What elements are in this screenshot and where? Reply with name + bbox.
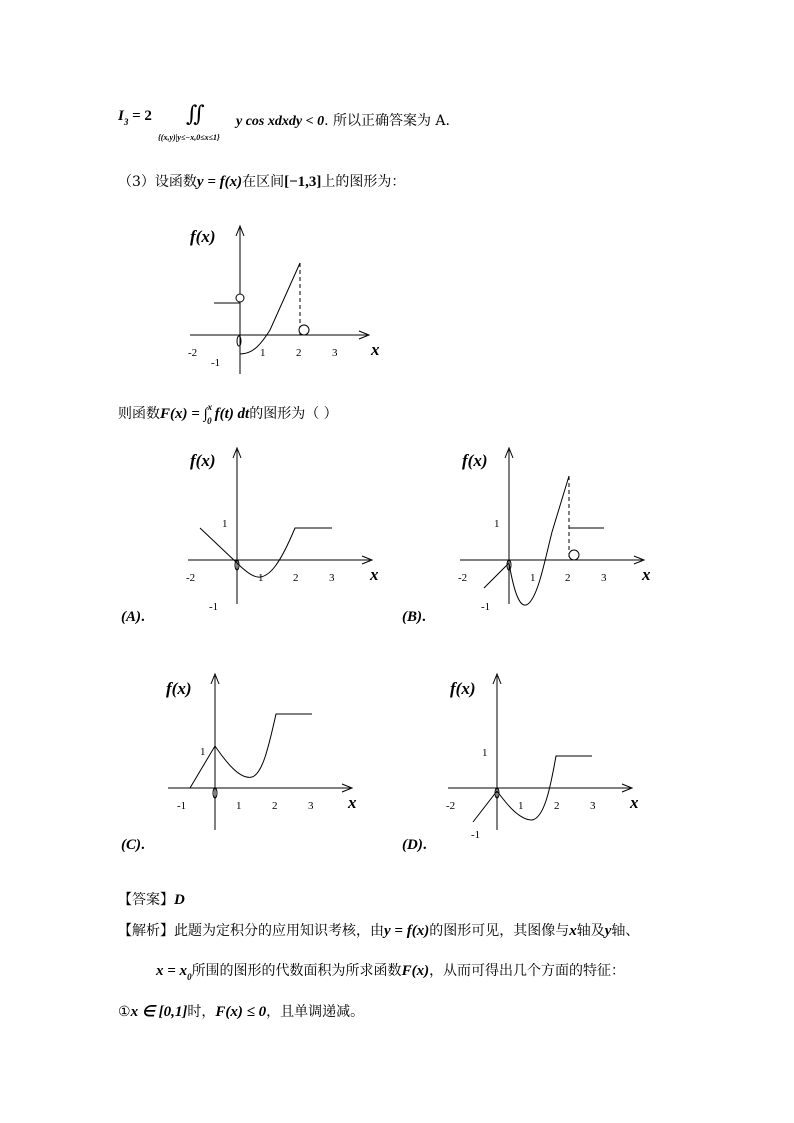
svg-text:1: 1 — [530, 572, 536, 584]
question-3b — [118, 402, 338, 426]
svg-text:-1: -1 — [177, 800, 187, 812]
main-ylabel: f(x) — [190, 227, 216, 246]
main-open-circle-x — [299, 325, 309, 335]
svg-text:-1: -1 — [209, 601, 219, 613]
q3b-lower-limit: 0 — [207, 416, 212, 426]
analysis-item-1: ①x ∈ [0,1]时，F(x) ≤ 0，且单调递减。 — [118, 1004, 365, 1020]
option-b-label: (B). — [402, 609, 426, 625]
i3-subscript: 3 — [123, 117, 129, 127]
svg-text:x: x — [370, 565, 379, 584]
q3b-suffix: 的图形为（ ） — [249, 406, 338, 422]
question-3 — [118, 171, 405, 191]
graph-d — [440, 670, 650, 840]
svg-text:-1: -1 — [471, 829, 481, 841]
graph-c-curve — [190, 714, 312, 788]
svg-text:f(x): f(x) — [462, 451, 488, 470]
q3-interval: [−1,3] — [284, 174, 322, 190]
q3b-upper-limit: x — [207, 402, 213, 412]
answer-value: D — [174, 892, 185, 908]
svg-text:2: 2 — [272, 800, 278, 812]
graph-d-curve — [473, 756, 592, 822]
q3-mid: 在区间 — [242, 174, 285, 190]
main-tick-3: 3 — [332, 347, 338, 359]
integrand: y cos xdxdy < 0 — [236, 114, 325, 129]
top-equation — [118, 108, 152, 125]
answer-line — [118, 889, 185, 909]
integrand-line — [236, 110, 450, 130]
svg-text:3: 3 — [308, 800, 314, 812]
i3-symbol: I — [118, 108, 124, 124]
q3b-prefix: 则函数 — [118, 406, 160, 422]
integration-region: {(x,y)|y≤−x,0≤x≤1} — [158, 133, 220, 142]
svg-text:1: 1 — [482, 747, 488, 759]
answer-label: 【答案】 — [118, 892, 174, 908]
svg-text:1: 1 — [222, 518, 228, 530]
svg-text:-2: -2 — [186, 572, 196, 584]
svg-text:1: 1 — [200, 746, 206, 758]
svg-text:3: 3 — [590, 800, 596, 812]
svg-text:f(x): f(x) — [190, 451, 216, 470]
graph-b-curve — [484, 476, 569, 605]
option-d-label: (D). — [402, 837, 427, 853]
svg-text:2: 2 — [554, 800, 560, 812]
main-tick-2: 2 — [296, 347, 302, 359]
q3b-function: F(x) = ∫ — [160, 406, 208, 422]
svg-text:f(x): f(x) — [166, 679, 192, 698]
equals-two: = 2 — [128, 108, 152, 124]
svg-text:x: x — [348, 793, 357, 812]
main-graph — [180, 222, 390, 382]
double-integral-symbol: ∬ — [186, 102, 205, 127]
svg-text:1: 1 — [518, 800, 524, 812]
svg-text:2: 2 — [565, 572, 571, 584]
analysis-line-1: 【解析】此题为定积分的应用知识考核，由y = f(x)的图形可见，其图像与x轴及y轴、 — [118, 923, 640, 939]
main-open-circle-y — [236, 294, 244, 302]
graph-b — [452, 444, 662, 614]
q3-suffix: 上的图形为： — [321, 174, 406, 190]
option-c-label: (C). — [121, 837, 145, 853]
analysis-line-2: $x = x_0$所围的图形的代数面积为所求函数F(x)，从而可得出几个方面的特征： — [156, 963, 626, 982]
main-tick-neg1: -1 — [211, 357, 221, 369]
analysis-func: y = f(x) — [384, 923, 430, 939]
svg-text:1: 1 — [236, 800, 242, 812]
svg-text:x: x — [630, 793, 639, 812]
svg-text:-2: -2 — [458, 572, 468, 584]
graph-a-curve — [200, 528, 332, 577]
svg-text:-1: -1 — [481, 601, 491, 613]
q3-prefix: （3）设函数 — [118, 174, 197, 190]
svg-text:-2: -2 — [446, 800, 456, 812]
graph-c — [160, 670, 370, 840]
main-xlabel: x — [371, 340, 380, 359]
svg-text:f(x): f(x) — [450, 679, 476, 698]
svg-text:3: 3 — [601, 572, 607, 584]
svg-text:1: 1 — [494, 518, 500, 530]
analysis-label: 【解析】 — [118, 923, 174, 939]
graph-a — [180, 444, 390, 614]
main-tick-neg2: -2 — [188, 347, 198, 359]
main-curve — [240, 263, 300, 354]
option-a-label: (A). — [121, 609, 145, 625]
conclusion-text: . 所以正确答案为 A. — [324, 113, 450, 129]
q3-function: y = f(x) — [196, 174, 243, 190]
svg-text:3: 3 — [329, 572, 335, 584]
svg-text:1: 1 — [258, 572, 264, 584]
main-tick-1: 1 — [260, 347, 266, 359]
q3b-integrand: f(t) dt — [214, 406, 250, 422]
svg-text:2: 2 — [293, 572, 299, 584]
svg-text:x: x — [642, 565, 651, 584]
